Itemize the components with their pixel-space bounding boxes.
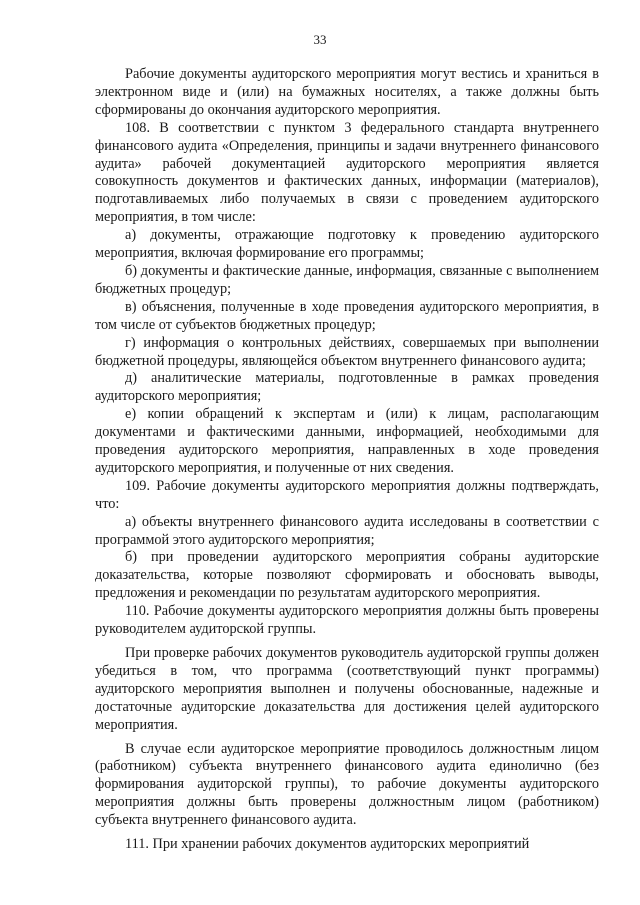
list-item-b: б) документы и фактические данные, информация, связанные с выполнением бюджетных процедур;	[95, 262, 599, 297]
list-item-e: е) копии обращений к экспертам и (или) к лицам, располагающим документами и фактическими данными, информацией, необходимыми для проведения аудиторского мероприятия, направленных в ходе проведения аудиторского мероприятия, и полученные от них сведения.	[95, 406, 599, 476]
list-item-a: а) документы, отражающие подготовку к проведению аудиторского мероприятия, включая формирование его программы;	[95, 227, 599, 262]
paragraph: Рабочие документы аудиторского мероприятия могут вестись и храниться в электронном виде и (или) на бумажных носителях, а также должны быть сформированы до окончания аудиторского мероприятия.	[95, 66, 599, 118]
list-item-g: г) информация о контрольных действиях, совершаемых при выполнении бюджетной процедуры, являющейся объектом внутреннего финансового аудита;	[95, 334, 599, 369]
document-body	[95, 66, 599, 854]
paragraph-111: 111. При хранении рабочих документов аудиторских мероприятий	[125, 836, 530, 853]
list-item-a: а) объекты внутреннего финансового аудита исследованы в соответствии с программой этого аудиторского мероприятия;	[95, 513, 599, 548]
paragraph-110: 110. Рабочие документы аудиторского мероприятия должны быть проверены руководителем аудиторской группы.	[95, 603, 599, 638]
page-number: 33	[313, 32, 327, 47]
paragraph-109: 109. Рабочие документы аудиторского мероприятия должны подтверждать, что:	[95, 477, 599, 512]
paragraph: При проверке рабочих документов руководитель аудиторской группы должен убедиться в том, что программа (соответствующий пункт программы) аудиторского мероприятия выполнен и получены обоснованные, надежные и достаточные аудиторские доказательства для достижения целей аудиторского мероприятия.	[95, 645, 599, 733]
paragraph-108: 108. В соответствии с пунктом 3 федерального стандарта внутреннего финансового аудита «Определения, принципы и задачи внутреннего финансового аудита» рабочей документацией аудиторского мероприятия является совокупность документов и фактических данных, информации (материалов), подготавливаемых либо получаемых в связи с проведением аудиторского мероприятия, в том числе:	[95, 119, 599, 226]
list-item-v: в) объяснения, полученные в ходе проведения аудиторского мероприятия, в том числе от субъектов бюджетных процедур;	[95, 298, 599, 333]
list-item-d: д) аналитические материалы, подготовленные в рамках проведения аудиторского мероприятия;	[95, 370, 599, 405]
paragraph: В случае если аудиторское мероприятие проводилось должностным лицом (работником) субъекта внутреннего финансового аудита единолично (без формирования аудиторской группы), то рабочие документы аудиторского мероприятия должны быть проверены должностным лицом (работником) субъекта внутреннего финансового аудита.	[95, 740, 599, 829]
list-item-b: б) при проведении аудиторского мероприятия собраны аудиторские доказательства, которые позволяют сформировать и обосновать выводы, предложения и рекомендации по результатам аудиторского мероприятия.	[95, 549, 599, 602]
